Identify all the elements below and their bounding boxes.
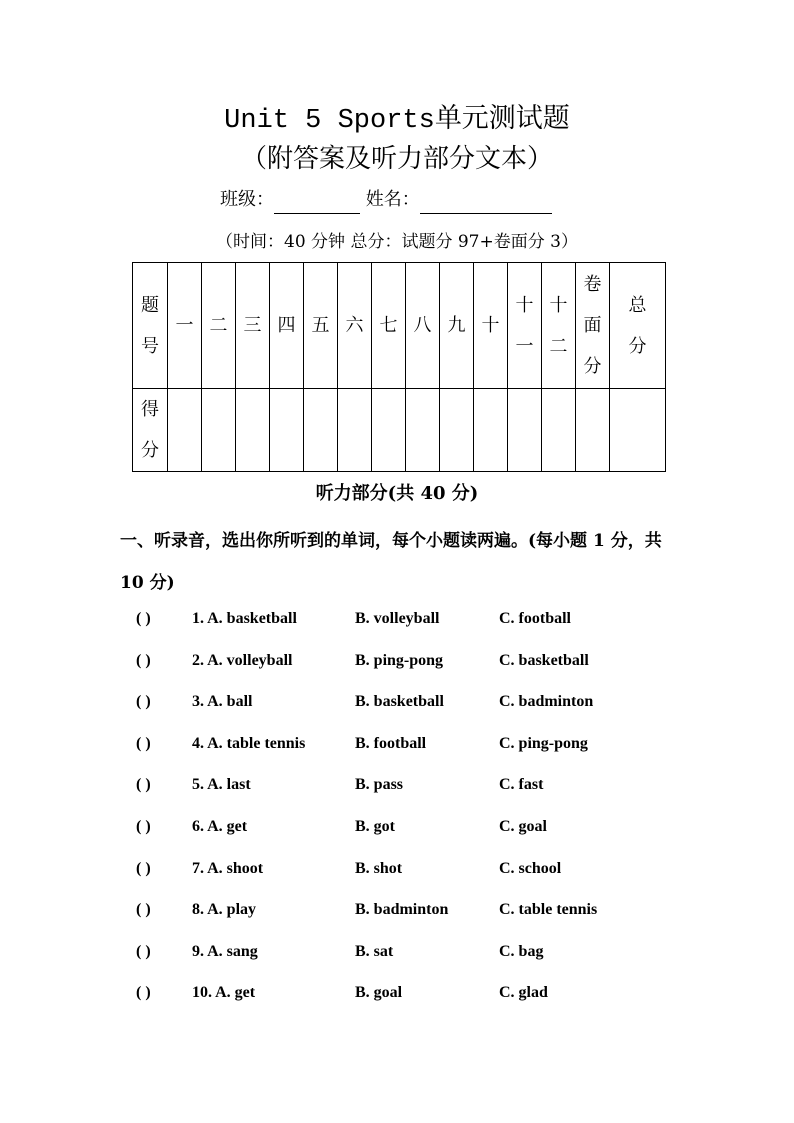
col-header: 十 二 [542,263,576,389]
row-header-score: 得 分 [133,389,168,472]
option-c: C. basketball [499,651,589,669]
answer-paren[interactable]: ( ) [136,693,151,711]
score-cell[interactable] [304,389,338,472]
option-a: 6. A. get [192,818,248,835]
col-header: 四 [270,263,304,389]
option-c: C. ping-pong [499,734,588,752]
option-a: 10. A. get [192,984,256,1002]
option-a: 1. A. basketball [192,610,297,627]
option-c: C. school [499,859,562,877]
option-a: 4. A. table tennis [192,734,306,752]
answer-paren[interactable]: ( ) [136,734,151,752]
question-row [136,646,696,676]
option-c: C. table tennis [499,901,598,919]
option-b: B. sat [355,942,394,960]
answer-paren[interactable]: ( ) [136,942,151,960]
score-cell[interactable] [270,389,304,472]
score-cell[interactable] [508,389,542,472]
question-row [136,687,696,717]
score-cell[interactable] [440,389,474,472]
question-instruction: 一、听录音，选出你所听到的单词，每个小题读两遍。(每小题 1 分，共 10 分) [120,531,662,593]
question-row [136,729,696,759]
question-row [136,604,696,634]
answer-paren[interactable]: ( ) [136,776,151,794]
answer-paren[interactable]: ( ) [136,901,151,919]
col-header: 六 [338,263,372,389]
score-cell[interactable] [610,389,666,472]
option-a: 7. A. shoot [192,859,264,877]
col-header: 一 [168,263,202,389]
score-cell[interactable] [406,389,440,472]
score-cell[interactable] [202,389,236,472]
col-header: 总 分 [610,263,666,389]
option-a: 5. A. last [192,776,251,794]
col-header: 十 [474,263,508,389]
score-cell[interactable] [338,389,372,472]
col-header: 卷 面 分 [576,263,610,389]
document-subtitle: （附答案及听力部分文本） [240,144,553,174]
option-c: C. fast [499,776,544,794]
score-cell[interactable] [236,389,270,472]
question-row [136,770,696,800]
score-cell[interactable] [576,389,610,472]
col-header: 二 [202,263,236,389]
option-b: B. football [355,734,427,752]
question-row [136,895,696,925]
answer-paren[interactable]: ( ) [136,610,151,627]
option-c: C. bag [499,942,544,960]
option-a: 3. A. ball [192,693,253,711]
option-a: 9. A. sang [192,942,258,960]
score-table-header-row [133,263,666,389]
score-cell[interactable] [168,389,202,472]
col-header: 七 [372,263,406,389]
option-b: B. basketball [355,693,444,711]
class-label: 班级： [220,189,274,210]
question-row [136,854,696,884]
option-a: 8. A. play [192,901,257,919]
col-header: 九 [440,263,474,389]
score-table [132,262,666,472]
title-suffix: 单元测试题 [434,103,570,134]
option-c: C. football [499,610,571,627]
option-a: 2. A. volleyball [192,651,293,669]
score-table-score-row [133,389,666,472]
time-score-info: （时间：40 分钟 总分：试题分 97+卷面分 3） [216,232,578,252]
question-row [136,978,696,1008]
option-c: C. badminton [499,693,594,711]
answer-paren[interactable]: ( ) [136,818,151,835]
score-cell[interactable] [542,389,576,472]
option-b: B. badminton [355,901,449,919]
option-b: B. volleyball [355,610,440,627]
option-b: B. goal [355,984,403,1002]
option-b: B. ping-pong [355,651,444,669]
answer-paren[interactable]: ( ) [136,859,151,877]
option-c: C. glad [499,984,548,1002]
question-row [136,812,696,842]
option-b: B. got [355,818,395,835]
option-b: B. shot [355,859,403,877]
document-title [0,100,794,140]
col-header: 五 [304,263,338,389]
row-header-question-no: 题 号 [133,263,168,389]
option-c: C. goal [499,818,547,835]
student-info-line [220,186,552,214]
class-blank[interactable] [274,191,360,214]
score-cell[interactable] [474,389,508,472]
question-row [136,937,696,967]
col-header: 八 [406,263,440,389]
col-header: 十 一 [508,263,542,389]
col-header: 三 [236,263,270,389]
answer-paren[interactable]: ( ) [136,651,151,669]
title-unit: Unit 5 Sports [224,106,435,136]
option-b: B. pass [355,776,404,794]
score-cell[interactable] [372,389,406,472]
answer-paren[interactable]: ( ) [136,984,151,1002]
name-label: 姓名： [365,189,420,210]
name-blank[interactable] [420,191,552,214]
listening-section-title: 听力部分(共 40 分) [315,483,479,504]
